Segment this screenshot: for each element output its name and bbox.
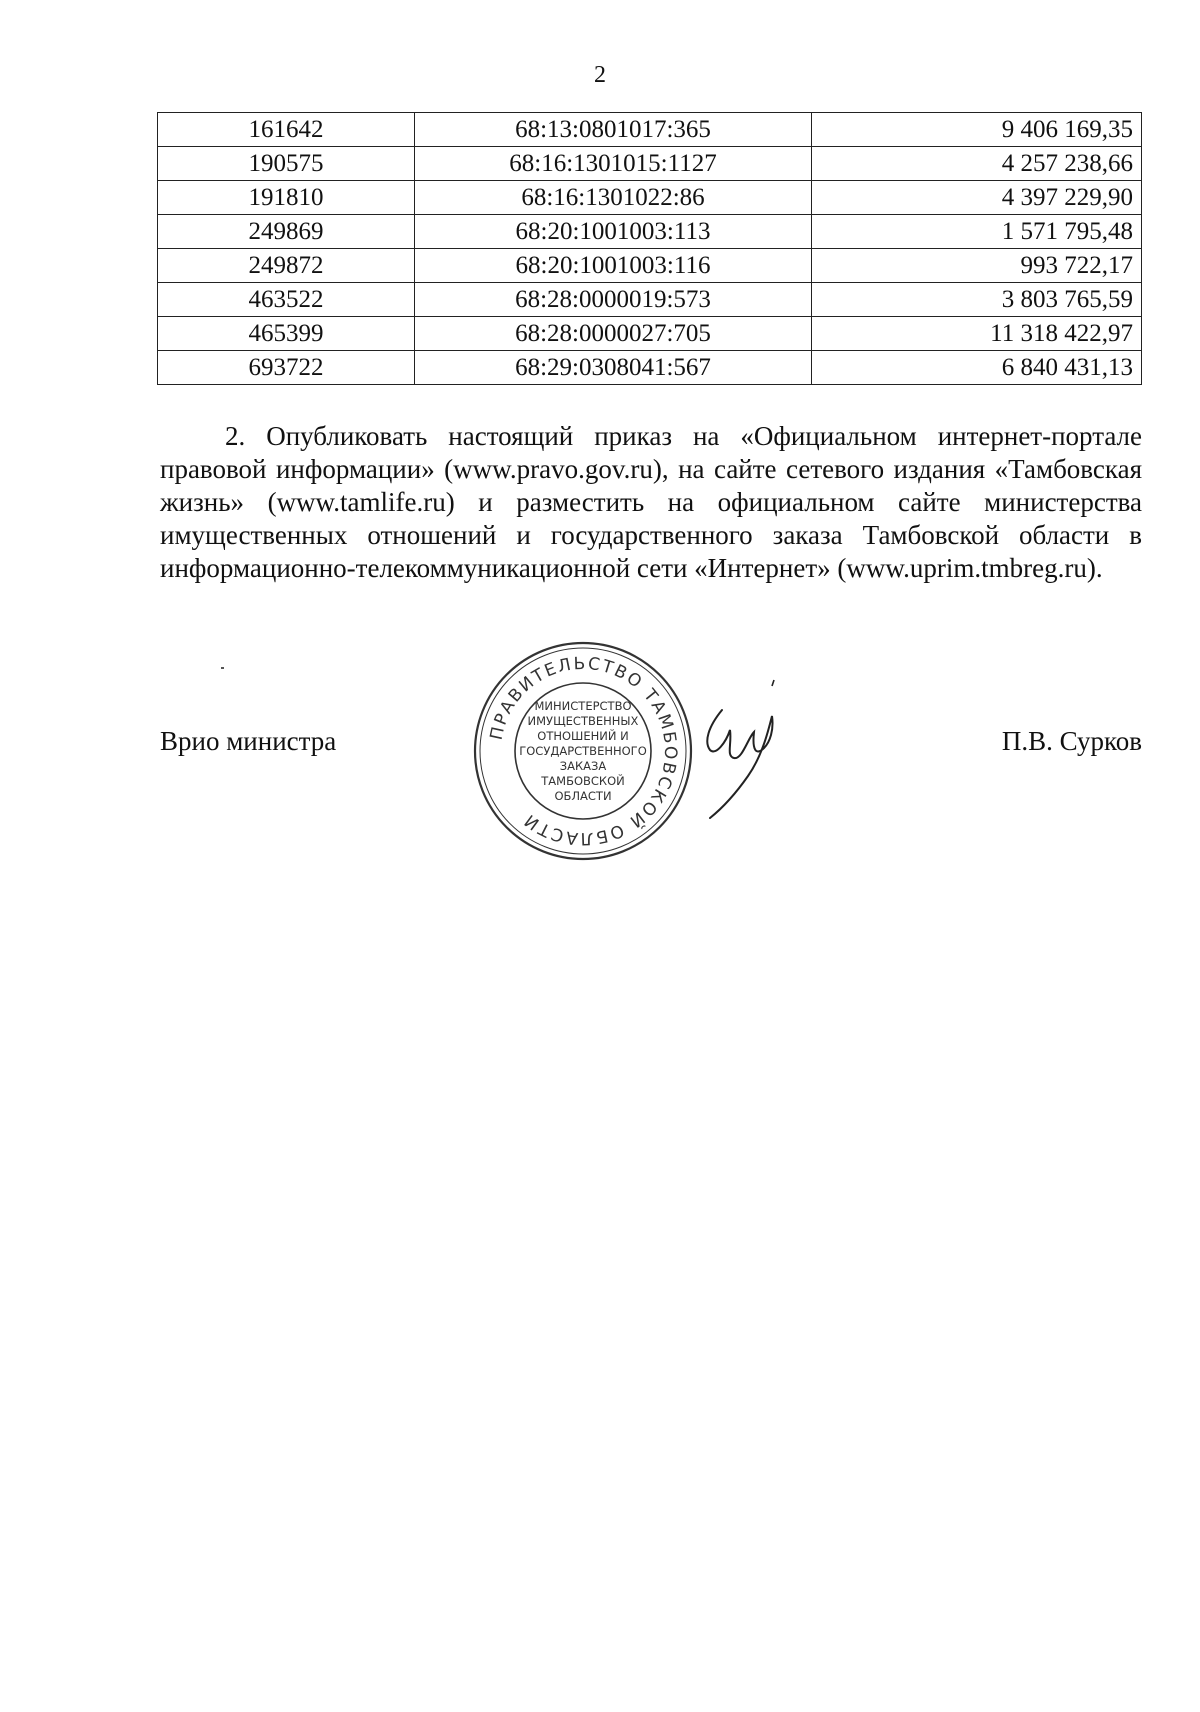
cadastral-number-cell: 68:29:0308041:567: [415, 351, 812, 385]
signer-title: Врио министра: [160, 726, 337, 756]
table-body: [158, 113, 1142, 385]
paragraph-2-text: 2. Опубликовать настоящий приказ на «Официальном интернет-портале правовой информации» (www.pravo.gov.ru), на сайте сетевого издания «Тамбовская жизнь» (www.tamlife.ru) и разместить на официальном сайте министерства имущественных отношений и государственного заказа Тамбовской области в информационно-телекоммуникационной сети «Интернет» (www.uprim.tmbreg.ru).: [160, 421, 1142, 583]
scan-speck: [221, 667, 224, 669]
row-id-cell: 191810: [158, 181, 415, 215]
row-id-cell: 463522: [158, 283, 415, 317]
cadastral-value-cell: 993 722,17: [812, 249, 1142, 283]
signer-name: П.В. Сурков: [1001, 726, 1142, 756]
table-row: [158, 283, 1142, 317]
table-row: [158, 351, 1142, 385]
seal-line: ТАМБОВСКОЙ: [541, 774, 625, 788]
cadastral-number-cell: 68:28:0000027:705: [415, 317, 812, 351]
cadastral-value-cell: 1 571 795,48: [812, 215, 1142, 249]
publication-paragraph: [160, 420, 1142, 585]
page-number: 2: [594, 62, 606, 88]
table-row: [158, 215, 1142, 249]
table-row: [158, 249, 1142, 283]
row-id-cell: 190575: [158, 147, 415, 181]
row-id-cell: 249872: [158, 249, 415, 283]
row-id-cell: 465399: [158, 317, 415, 351]
cadastral-value-table: [157, 112, 1142, 385]
cadastral-value-cell: 11 318 422,97: [812, 317, 1142, 351]
table-row: [158, 147, 1142, 181]
table-row: [158, 113, 1142, 147]
row-id-cell: 161642: [158, 113, 415, 147]
cadastral-number-cell: 68:16:1301015:1127: [415, 147, 812, 181]
cadastral-value-cell: 4 397 229,90: [812, 181, 1142, 215]
table-row: [158, 317, 1142, 351]
cadastral-number-cell: 68:13:0801017:365: [415, 113, 812, 147]
seal-center-text: [519, 699, 647, 803]
table-row: [158, 181, 1142, 215]
cadastral-number-cell: 68:20:1001003:113: [415, 215, 812, 249]
cadastral-value-cell: 6 840 431,13: [812, 351, 1142, 385]
cadastral-value-cell: 3 803 765,59: [812, 283, 1142, 317]
seal-line: МИНИСТЕРСТВО: [534, 699, 632, 713]
cadastral-number-cell: 68:20:1001003:116: [415, 249, 812, 283]
row-id-cell: 693722: [158, 351, 415, 385]
cadastral-number-cell: 68:28:0000019:573: [415, 283, 812, 317]
seal-line: ОТНОШЕНИЙ И: [537, 729, 629, 743]
seal-line: ЗАКАЗА: [559, 759, 607, 773]
cadastral-number-cell: 68:16:1301022:86: [415, 181, 812, 215]
cadastral-value-cell: 9 406 169,35: [812, 113, 1142, 147]
seal-line: ГОСУДАРСТВЕННОГО: [519, 744, 647, 758]
seal-line: ИМУЩЕСТВЕННЫХ: [527, 714, 639, 728]
row-id-cell: 249869: [158, 215, 415, 249]
cadastral-value-cell: 4 257 238,66: [812, 147, 1142, 181]
handwritten-signature: [690, 672, 800, 822]
seal-line: ОБЛАСТИ: [554, 789, 612, 803]
official-seal-stamp: [468, 636, 698, 866]
seal-ring-text: ПРАВИТЕЛЬСТВО ТАМБОВСКОЙ ОБЛАСТИ: [486, 653, 681, 849]
